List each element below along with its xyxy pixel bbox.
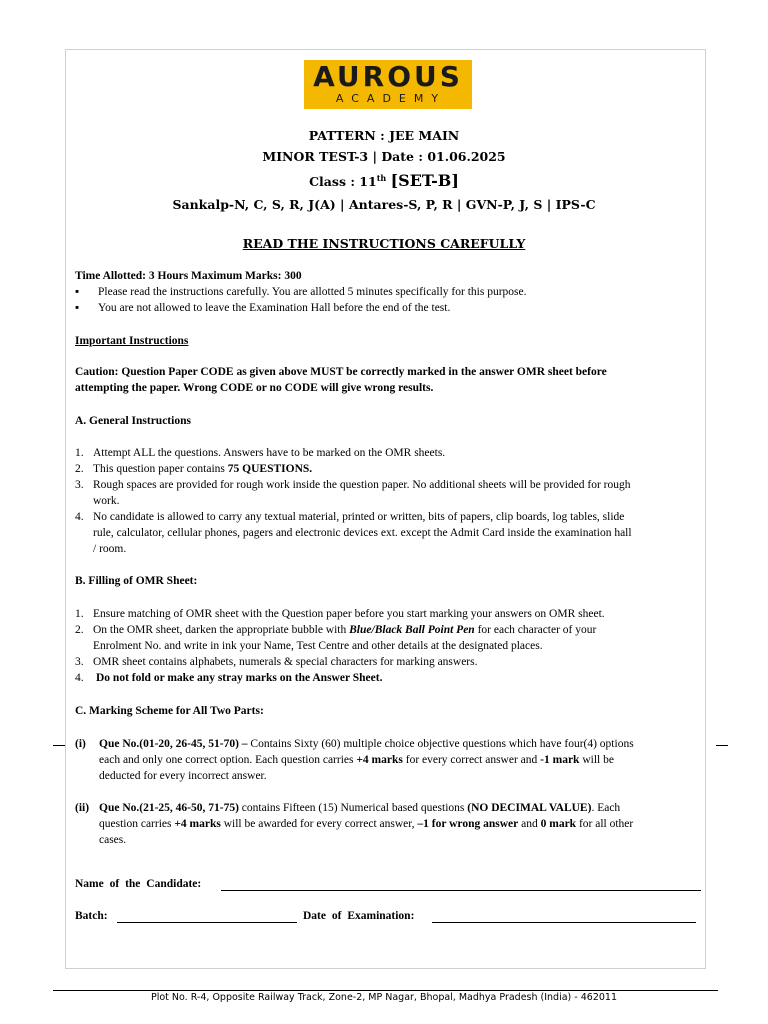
bullet-item: ▪ — [75, 302, 80, 314]
set-code: [SET-B] — [390, 171, 459, 190]
batch-label: Batch: — [75, 910, 108, 922]
bullet-item: ▪ — [75, 286, 80, 298]
exam-date-label: Date of Examination: — [303, 910, 415, 922]
part-i-line-3: deducted for every incorrect answer. — [99, 770, 267, 782]
candidate-name-label: Name of the Candidate: — [75, 878, 202, 890]
question-range: Que No.(21-25, 46-50, 71-75) — [99, 802, 239, 814]
general-item: Rough spaces are provided for rough work inside the question paper. No additional sheets will be provided for rough — [93, 479, 631, 491]
omr-item-text: On the OMR sheet, darken the appropriate bubble with — [93, 624, 350, 636]
part-text: for all other — [576, 818, 634, 830]
question-count: 75 QUESTIONS. — [227, 463, 313, 475]
general-item — [93, 461, 312, 477]
general-item-text: This question paper contains — [93, 463, 228, 475]
omr-item — [93, 622, 596, 638]
class-line — [0, 171, 768, 190]
marking-heading: C. Marking Scheme for All Two Parts: — [75, 705, 264, 717]
item-number: 3. — [75, 656, 84, 668]
part-ii-line-1 — [99, 800, 620, 816]
negative-marks: –1 for wrong answer — [417, 818, 519, 830]
omr-item-text: for each character of your — [474, 624, 597, 636]
general-item: Attempt ALL the questions. Answers have to be marked on the OMR sheets. — [93, 447, 446, 459]
general-item-cont: work. — [93, 495, 120, 507]
item-number: 1. — [75, 608, 84, 620]
item-number: 4. — [75, 672, 84, 684]
item-number: 2. — [75, 624, 84, 636]
academy-logo — [304, 60, 472, 109]
pattern-line: PATTERN : JEE MAIN — [308, 128, 460, 143]
general-heading: A. General Instructions — [75, 415, 191, 427]
part-text: will be — [579, 754, 614, 766]
batch-field[interactable] — [117, 922, 297, 923]
caution-line-2: attempting the paper. Wrong CODE or no CODE will give wrong results. — [75, 382, 434, 394]
part-text: question carries — [99, 818, 175, 830]
question-range: Que No.(01-20, 26-45, 51-70) – — [99, 738, 248, 750]
footer-address: Plot No. R-4, Opposite Railway Track, Zone-2, MP Nagar, Bhopal, Madhya Pradesh (India) - 462011 — [151, 992, 617, 1003]
zero-marks: 0 mark — [540, 818, 577, 830]
item-number: 1. — [75, 447, 84, 459]
batch-list: Sankalp-N, C, S, R, J(A) | Antares-S, P, R | GVN-P, J, S | IPS-C — [172, 197, 596, 212]
omr-item: Ensure matching of OMR sheet with the Question paper before you start marking your answers on OMR sheet. — [93, 608, 605, 620]
part-ii-line-3: cases. — [99, 834, 127, 846]
test-date-line: MINOR TEST-3 | Date : 01.06.2025 — [262, 149, 506, 164]
part-text: each and only one correct option. Each question carries — [99, 754, 357, 766]
part-text: . Each — [591, 802, 621, 814]
logo-wordmark: AUROUS — [313, 60, 463, 93]
part-i-line-2 — [99, 752, 614, 768]
no-decimal-note: (NO DECIMAL VALUE) — [467, 802, 592, 814]
general-item-cont: / room. — [93, 543, 127, 555]
read-instructions-heading: READ THE INSTRUCTIONS CAREFULLY — [242, 236, 526, 251]
time-marks-line: Time Allotted: 3 Hours Maximum Marks: 300 — [75, 270, 302, 282]
part-label: (ii) — [75, 802, 90, 814]
part-text: for every correct answer and — [402, 754, 541, 766]
part-label: (i) — [75, 738, 86, 750]
margin-mark — [53, 745, 65, 746]
general-item: No candidate is allowed to carry any textual material, printed or written, bits of papers, clip boards, log tables, slide — [93, 511, 625, 523]
omr-heading: B. Filling of OMR Sheet: — [75, 575, 198, 587]
positive-marks: +4 marks — [356, 754, 403, 766]
class-label: Class : 11 — [309, 174, 377, 189]
general-item-cont: rule, calculator, cellular phones, pagers and electronic devices ext. except the Admit Card inside the examination hall — [93, 527, 632, 539]
candidate-name-field[interactable] — [221, 890, 701, 891]
omr-item: OMR sheet contains alphabets, numerals & special characters for marking answers. — [93, 656, 478, 668]
bullet-text: Please read the instructions carefully. You are allotted 5 minutes specifically for this purpose. — [98, 286, 527, 298]
important-heading: Important Instructions — [75, 335, 189, 347]
part-i-line-1 — [99, 736, 634, 752]
item-number: 2. — [75, 463, 84, 475]
omr-item: Do not fold or make any stray marks on the Answer Sheet. — [96, 672, 383, 684]
part-text: Contains Sixty (60) multiple choice objective questions which have four(4) options — [247, 738, 634, 750]
part-text: will be awarded for every correct answer, — [220, 818, 418, 830]
part-text: and — [518, 818, 541, 830]
part-text: contains Fifteen (15) Numerical based questions — [238, 802, 468, 814]
omr-item-cont: Enrolment No. and write in ink your Name, Test Centre and other details at the designated places. — [93, 640, 543, 652]
item-number: 4. — [75, 511, 84, 523]
exam-date-field[interactable] — [432, 922, 696, 923]
margin-mark — [716, 745, 728, 746]
logo-subtitle: ACADEMY — [335, 92, 447, 105]
part-ii-line-2 — [99, 816, 633, 832]
footer-rule — [53, 990, 718, 991]
class-suffix: th — [376, 172, 387, 183]
bullet-text: You are not allowed to leave the Examination Hall before the end of the test. — [98, 302, 451, 314]
negative-marks: -1 mark — [540, 754, 580, 766]
item-number: 3. — [75, 479, 84, 491]
pen-type: Blue/Black Ball Point Pen — [349, 624, 475, 636]
caution-line-1: Caution: Question Paper CODE as given above MUST be correctly marked in the answer OMR sheet before — [75, 366, 607, 378]
positive-marks: +4 marks — [174, 818, 221, 830]
